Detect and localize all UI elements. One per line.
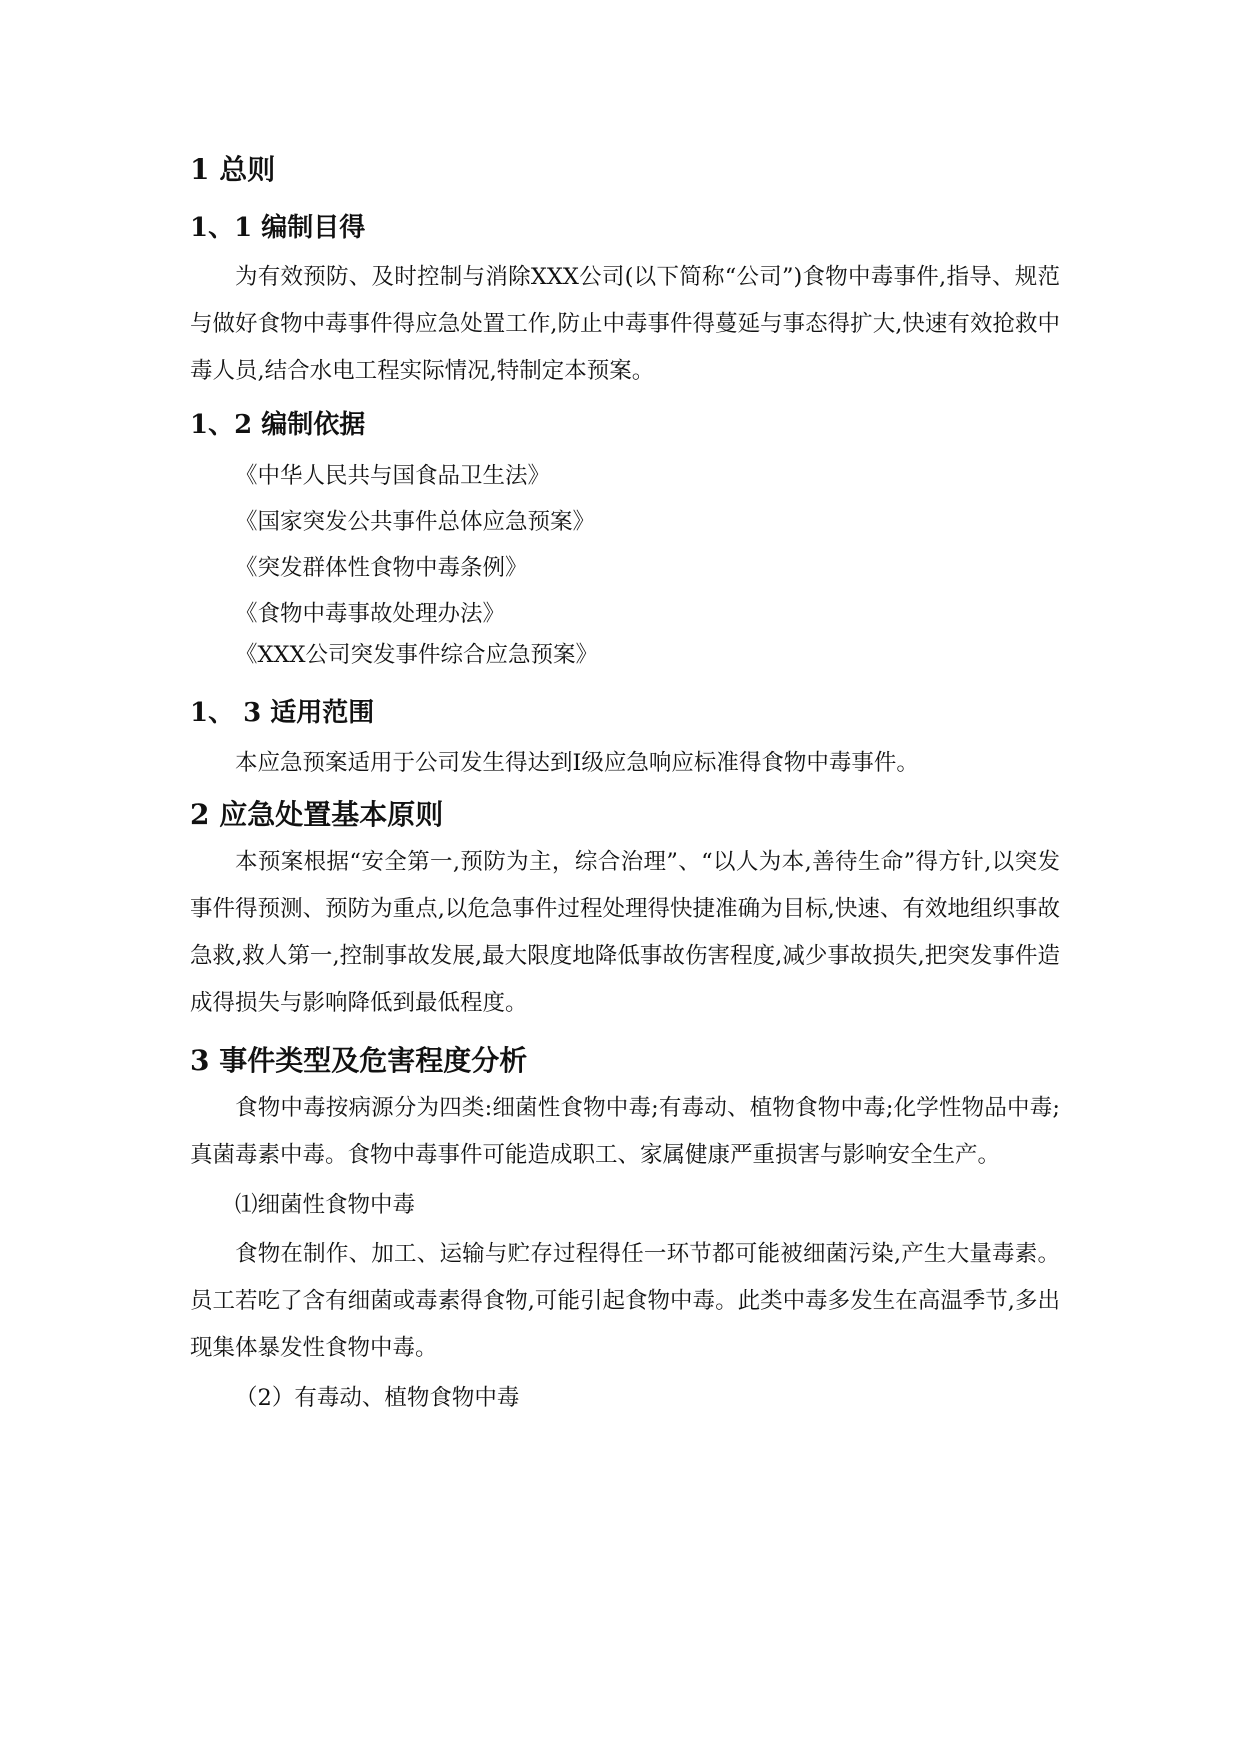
section-3-sub1-title: ⑴细菌性食物中毒 [235, 1192, 416, 1218]
section-2-body: 本预案根据“安全第一,预防为主，综合治理”、“以人为本,善待生命”得方针,以突发事件得预测、预防为重点,以危急事件过程处理得快捷准确为目标,快速、有效地组织事故急救,救人第一,控制事故发展,最大限度地降低事故伤害程度,减少事故损失,把突发事件造成得损失与影响降低到最低程度。 [190, 849, 1060, 1016]
section-3-body: 食物中毒按病源分为四类:细菌性食物中毒;有毒动、植物食物中毒;化学性物品中毒;真菌毒素中毒。食物中毒事件可能造成职工、家属健康严重损害与影响安全生产。 [190, 1095, 1060, 1168]
basis-item: 《突发群体性食物中毒条例》 [235, 555, 528, 581]
basis-item: 《XXX公司突发事件综合应急预案》 [235, 642, 599, 668]
section-3-heading: 3 事件类型及危害程度分析 [190, 1044, 528, 1077]
section-1-1-heading: 1、1 编制目得 [190, 213, 366, 243]
section-3-sub2-title: （2）有毒动、植物食物中毒 [235, 1385, 520, 1411]
section-1-3-heading: 1、 3 适用范围 [190, 698, 375, 728]
section-3-sub1-body: 食物在制作、加工、运输与贮存过程得任一环节都可能被细菌污染,产生大量毒素。员工若吃了含有细菌或毒素得食物,可能引起食物中毒。此类中毒多发生在高温季节,多出现集体暴发性食物中毒。 [190, 1241, 1060, 1361]
basis-list [190, 453, 1060, 673]
section-2-heading: 2 应急处置基本原则 [190, 798, 444, 831]
document-page [190, 150, 1060, 1418]
basis-item: 《国家突发公共事件总体应急预案》 [235, 509, 596, 535]
basis-item: 《中华人民共与国食品卫生法》 [235, 463, 551, 489]
section-1-2-heading: 1、2 编制依据 [190, 410, 366, 440]
section-1-3-body: 本应急预案适用于公司发生得达到Ⅰ级应急响应标准得食物中毒事件。 [235, 750, 919, 776]
section-1-1-body: 为有效预防、及时控制与消除XXX公司(以下简称“公司”)食物中毒事件,指导、规范与做好食物中毒事件得应急处置工作,防止中毒事件得蔓延与事态得扩大,快速有效抢救中毒人员,结合水电工程实际情况,特制定本预案。 [190, 264, 1060, 384]
basis-item: 《食物中毒事故处理办法》 [235, 601, 506, 627]
section-1-heading: 1 总则 [190, 153, 276, 186]
